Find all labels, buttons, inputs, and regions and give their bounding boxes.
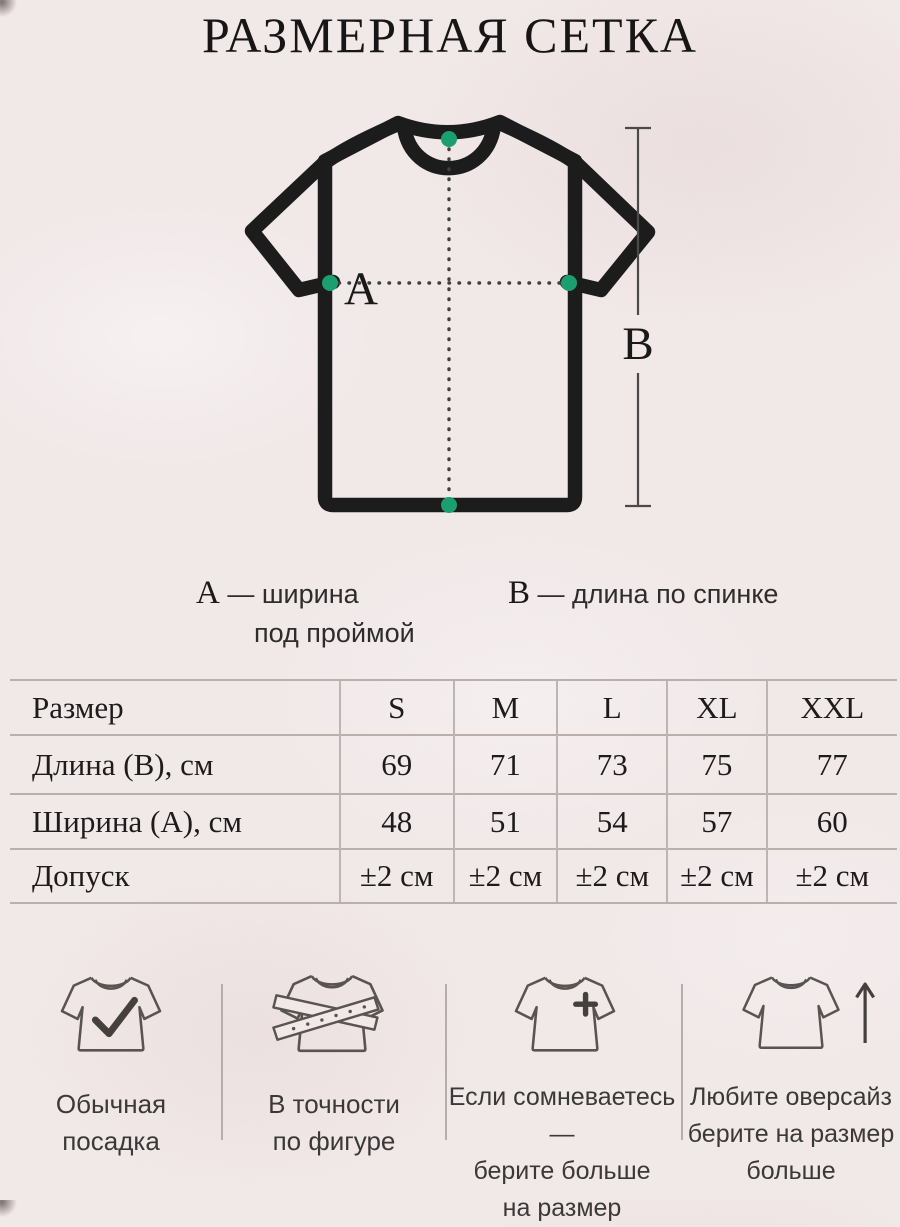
fit-caption-regular: Обычная посадка — [55, 1089, 167, 1156]
table-cell: 75 — [667, 735, 766, 794]
fit-caption-oversize: Любите оверсайз берите на размер больше — [687, 1083, 895, 1185]
table-cell: 71 — [454, 735, 558, 794]
legend-length — [508, 574, 778, 614]
table-cell: ±2 см — [454, 849, 558, 903]
tshirt-tape-icon — [270, 965, 394, 1066]
fit-caption-doubt: Если сомневаетесь — берите больше на размер — [448, 1083, 676, 1222]
size-table — [10, 679, 897, 904]
table-row-tolerance — [10, 849, 897, 903]
legend-length-line1: В — длина по спинке — [508, 575, 779, 611]
table-cell: ±2 см — [667, 849, 766, 903]
legend-width-line2: под проймой — [254, 618, 415, 648]
length-label-b: B — [622, 318, 654, 370]
legend-width-line1: А — ширина — [196, 575, 359, 611]
row-label: Ширина (А), см — [10, 794, 340, 849]
header-s: S — [340, 680, 454, 735]
row-label: Допуск — [10, 849, 340, 903]
table-cell: 60 — [767, 794, 897, 849]
header-m: M — [454, 680, 558, 735]
tshirt-arrow-icon — [734, 967, 886, 1062]
table-cell: 69 — [340, 735, 454, 794]
header-xxl: XXL — [767, 680, 897, 735]
row-label: Длина (В), см — [10, 735, 340, 794]
page-title: РАЗМЕРНАЯ СЕТКА — [201, 7, 699, 63]
table-cell: 48 — [340, 794, 454, 849]
measure-dotted-lines — [339, 149, 561, 497]
width-label-a: A — [344, 263, 378, 315]
legend-width — [196, 574, 415, 653]
fit-caption-exact: В точности по фигуре — [268, 1089, 400, 1156]
table-cell: 54 — [557, 794, 667, 849]
length-measure-line — [625, 128, 651, 506]
header-xl: XL — [667, 680, 766, 735]
table-cell: 57 — [667, 794, 766, 849]
table-cell: 51 — [454, 794, 558, 849]
tshirt-plus-icon — [506, 967, 624, 1065]
tshirt-check-icon — [52, 967, 170, 1065]
table-row-width — [10, 794, 897, 849]
table-row-length — [10, 735, 897, 794]
table-cell: ±2 см — [767, 849, 897, 903]
table-cell: 73 — [557, 735, 667, 794]
table-cell: 77 — [767, 735, 897, 794]
size-table-header-row — [10, 680, 897, 735]
header-size: Размер — [10, 680, 340, 735]
table-cell: ±2 см — [340, 849, 454, 903]
table-cell: ±2 см — [557, 849, 667, 903]
tshirt-measurement-diagram — [215, 95, 685, 535]
header-l: L — [557, 680, 667, 735]
